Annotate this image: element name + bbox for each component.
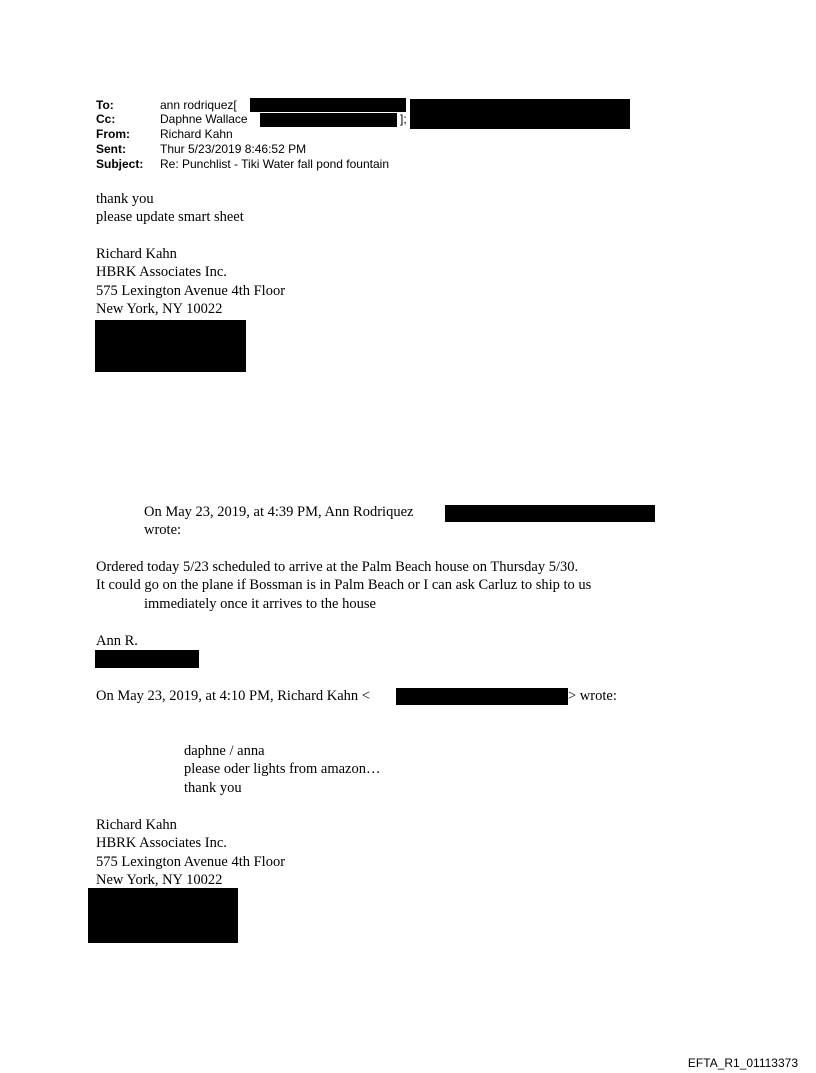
to-value: ann rodriquez[ <box>160 98 237 112</box>
signature-name: Richard Kahn <box>96 817 177 833</box>
signature-city: New York, NY 10022 <box>96 301 223 317</box>
from-label: From: <box>96 127 130 141</box>
subject-value: Re: Punchlist - Tiki Water fall pond fountain <box>160 157 389 171</box>
cc-value: Daphne Wallace <box>160 112 248 126</box>
subject-label: Subject: <box>96 157 144 171</box>
redaction-block <box>396 688 568 705</box>
reply-line: thank you <box>96 191 154 207</box>
to-label: To: <box>96 98 114 112</box>
quote-body-line: It could go on the plane if Bossman is in Palm Beach or I can ask Carluz to ship to us <box>96 577 592 593</box>
signature-address: 575 Lexington Avenue 4th Floor <box>96 854 286 870</box>
quote-body-line: Ordered today 5/23 scheduled to arrive at the Palm Beach house on Thursday 5/30. <box>96 559 579 575</box>
redaction-block <box>95 650 199 668</box>
redaction-block <box>260 113 397 127</box>
quote-sign: Ann R. <box>96 633 138 649</box>
signature-name: Richard Kahn <box>96 246 177 262</box>
quote-body-line: immediately once it arrives to the house <box>144 596 376 612</box>
reply-line: please update smart sheet <box>96 209 244 225</box>
from-value: Richard Kahn <box>160 127 233 141</box>
quote2-line: daphne / anna <box>184 743 265 759</box>
signature-company: HBRK Associates Inc. <box>96 835 227 851</box>
quote2-header: On May 23, 2019, at 4:10 PM, Richard Kahn < <box>96 688 370 704</box>
quote-header-wrote: wrote: <box>144 522 182 538</box>
quote-header: On May 23, 2019, at 4:39 PM, Ann Rodriquez <box>144 504 414 520</box>
cc-separator: ]; <box>400 112 407 126</box>
signature-city: New York, NY 10022 <box>96 872 223 888</box>
signature-address: 575 Lexington Avenue 4th Floor <box>96 283 286 299</box>
redaction-block <box>250 98 406 112</box>
redaction-block <box>445 505 655 522</box>
quote2-line: thank you <box>184 780 242 796</box>
cc-label: Cc: <box>96 112 116 126</box>
quote2-header-suffix: > wrote: <box>568 688 617 704</box>
sent-label: Sent: <box>96 142 126 156</box>
quote2-line: please oder lights from amazon… <box>184 761 381 777</box>
signature-company: HBRK Associates Inc. <box>96 264 227 280</box>
sent-value: Thur 5/23/2019 8:46:52 PM <box>160 142 307 156</box>
document-id: EFTA_R1_01113373 <box>687 1056 798 1070</box>
redaction-block <box>88 888 238 943</box>
redaction-block <box>95 320 246 372</box>
redaction-block <box>410 99 630 129</box>
